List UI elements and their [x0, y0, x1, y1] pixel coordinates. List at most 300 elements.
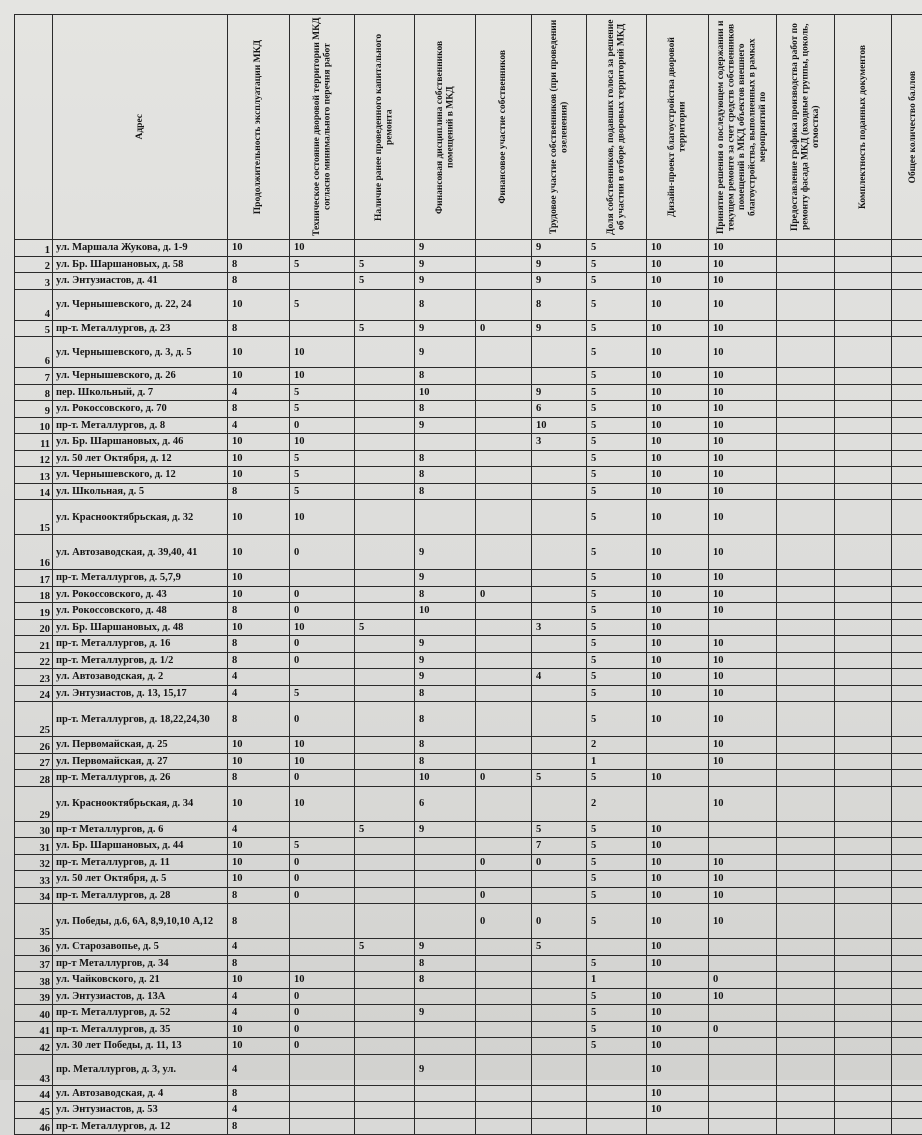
score-cell: 10	[647, 871, 709, 888]
score-cell	[355, 450, 415, 467]
score-cell: 5	[587, 450, 647, 467]
score-cell	[835, 838, 892, 855]
score-cell	[476, 786, 532, 821]
score-cell	[290, 904, 355, 939]
score-cell: 10	[290, 972, 355, 989]
row-number: 10	[15, 417, 53, 434]
score-cell: 1	[587, 972, 647, 989]
score-cell: 10	[647, 417, 709, 434]
score-cell: 10	[415, 603, 476, 620]
score-cell	[476, 955, 532, 972]
score-cell	[476, 570, 532, 587]
score-cell	[835, 570, 892, 587]
score-cell	[892, 972, 922, 989]
table-row	[15, 401, 922, 418]
score-cell	[835, 1085, 892, 1102]
score-cell	[835, 1118, 892, 1135]
score-cell	[835, 821, 892, 838]
table-row	[15, 619, 922, 636]
score-cell	[532, 1005, 587, 1022]
score-cell: 6	[415, 786, 476, 821]
row-number: 2	[15, 256, 53, 273]
score-cell: 5	[290, 483, 355, 500]
score-cell	[532, 337, 587, 368]
score-cell: 5	[587, 1021, 647, 1038]
scoring-table	[14, 14, 922, 1135]
score-cell	[835, 619, 892, 636]
score-cell	[355, 1054, 415, 1085]
score-cell: 10	[647, 467, 709, 484]
score-cell	[355, 972, 415, 989]
column-header	[228, 15, 290, 240]
score-cell	[355, 500, 415, 535]
score-cell	[777, 368, 835, 385]
row-number: 29	[15, 786, 53, 821]
score-cell: 10	[228, 854, 290, 871]
score-cell: 0	[476, 770, 532, 787]
score-cell	[835, 586, 892, 603]
score-cell: 10	[709, 337, 777, 368]
score-cell: 10	[290, 786, 355, 821]
score-cell: 4	[228, 384, 290, 401]
score-cell	[532, 500, 587, 535]
score-cell: 10	[647, 273, 709, 290]
table-row	[15, 988, 922, 1005]
score-cell	[355, 1085, 415, 1102]
row-number: 11	[15, 434, 53, 451]
score-cell: 5	[290, 289, 355, 320]
score-cell: 10	[647, 337, 709, 368]
score-cell: 10	[647, 669, 709, 686]
score-cell	[647, 737, 709, 754]
table-row	[15, 887, 922, 904]
score-cell: 10	[647, 320, 709, 337]
score-cell	[892, 434, 922, 451]
row-number: 27	[15, 753, 53, 770]
score-cell	[892, 939, 922, 956]
address-cell: ул. Бр. Шаршановых, д. 46	[53, 434, 228, 451]
score-cell: 9	[415, 337, 476, 368]
score-cell	[777, 240, 835, 257]
score-cell	[777, 753, 835, 770]
score-cell	[587, 1085, 647, 1102]
score-cell: 9	[415, 256, 476, 273]
row-number: 40	[15, 1005, 53, 1022]
address-cell: ул. 50 лет Октября, д. 5	[53, 871, 228, 888]
score-cell: 10	[709, 417, 777, 434]
score-cell	[532, 652, 587, 669]
score-cell	[777, 570, 835, 587]
score-cell	[777, 289, 835, 320]
score-cell	[892, 320, 922, 337]
score-cell: 10	[647, 685, 709, 702]
score-cell	[415, 838, 476, 855]
score-cell	[355, 289, 415, 320]
address-cell: ул. Рокоссовского, д. 48	[53, 603, 228, 620]
column-header-label: Продолжительность эксплуатации МКД	[253, 40, 264, 214]
column-header	[476, 15, 532, 240]
score-cell	[476, 821, 532, 838]
address-cell: ул. Бр. Шаршановых, д. 48	[53, 619, 228, 636]
score-cell	[777, 467, 835, 484]
column-header	[647, 15, 709, 240]
score-cell	[892, 1118, 922, 1135]
address-cell: ул. Краснооктябрьская, д. 34	[53, 786, 228, 821]
score-cell: 0	[476, 854, 532, 871]
row-number: 37	[15, 955, 53, 972]
score-cell	[709, 1102, 777, 1119]
score-cell	[892, 500, 922, 535]
address-cell: пр-т. Металлургов, д. 1/2	[53, 652, 228, 669]
row-number: 33	[15, 871, 53, 888]
score-cell: 5	[355, 256, 415, 273]
address-cell: ул. Энтузиастов, д. 13А	[53, 988, 228, 1005]
score-cell	[892, 685, 922, 702]
score-cell: 8	[415, 586, 476, 603]
column-header-label: Адрес	[135, 114, 146, 140]
score-cell: 5	[587, 854, 647, 871]
score-cell: 8	[415, 483, 476, 500]
score-cell	[892, 467, 922, 484]
score-cell	[476, 737, 532, 754]
score-cell	[892, 753, 922, 770]
score-cell: 10	[647, 1054, 709, 1085]
score-cell: 8	[228, 1085, 290, 1102]
score-cell: 8	[228, 603, 290, 620]
score-cell	[290, 821, 355, 838]
score-cell	[355, 955, 415, 972]
address-cell: ул. Старозавопье, д. 5	[53, 939, 228, 956]
address-cell: ул. Рокоссовского, д. 70	[53, 401, 228, 418]
score-cell: 10	[228, 586, 290, 603]
score-cell: 10	[290, 434, 355, 451]
score-cell	[892, 1038, 922, 1055]
score-cell	[835, 702, 892, 737]
score-cell	[355, 1021, 415, 1038]
score-cell: 10	[709, 401, 777, 418]
score-cell	[892, 450, 922, 467]
score-cell	[777, 500, 835, 535]
score-cell	[892, 368, 922, 385]
score-cell: 5	[290, 401, 355, 418]
score-cell	[355, 1118, 415, 1135]
score-cell: 10	[647, 570, 709, 587]
table-header-row	[15, 15, 922, 240]
score-cell	[892, 337, 922, 368]
score-cell	[290, 320, 355, 337]
score-cell	[476, 685, 532, 702]
score-cell: 10	[709, 904, 777, 939]
score-cell	[892, 1054, 922, 1085]
table-row	[15, 904, 922, 939]
table-row	[15, 854, 922, 871]
score-cell	[777, 384, 835, 401]
score-cell: 10	[228, 500, 290, 535]
score-cell	[355, 753, 415, 770]
score-cell	[709, 1038, 777, 1055]
score-cell: 10	[647, 702, 709, 737]
row-number: 4	[15, 289, 53, 320]
score-cell: 9	[415, 636, 476, 653]
score-cell: 10	[647, 1038, 709, 1055]
address-cell: ул. Чернышевского, д. 22, 24	[53, 289, 228, 320]
score-cell: 10	[709, 500, 777, 535]
score-cell: 10	[228, 570, 290, 587]
score-cell	[777, 417, 835, 434]
table-row	[15, 1085, 922, 1102]
row-number: 7	[15, 368, 53, 385]
score-cell	[777, 337, 835, 368]
score-cell	[892, 1102, 922, 1119]
score-cell: 10	[290, 753, 355, 770]
score-cell	[835, 887, 892, 904]
score-cell	[777, 887, 835, 904]
row-number: 16	[15, 535, 53, 570]
score-cell: 8	[228, 273, 290, 290]
score-cell: 5	[587, 417, 647, 434]
score-cell	[892, 603, 922, 620]
score-cell: 0	[290, 1021, 355, 1038]
score-cell	[532, 972, 587, 989]
score-cell: 9	[415, 939, 476, 956]
score-cell: 9	[415, 417, 476, 434]
score-cell	[835, 240, 892, 257]
table-row	[15, 570, 922, 587]
score-cell: 8	[228, 256, 290, 273]
score-cell: 4	[228, 685, 290, 702]
row-number: 20	[15, 619, 53, 636]
address-cell: ул. Энтузиастов, д. 41	[53, 273, 228, 290]
score-cell	[709, 955, 777, 972]
score-cell	[476, 434, 532, 451]
score-cell: 4	[228, 821, 290, 838]
column-header-label: Наличие ранее проведенного капитального ремонта	[374, 16, 395, 238]
column-header	[777, 15, 835, 240]
address-cell: ул. Энтузиастов, д. 53	[53, 1102, 228, 1119]
score-cell	[355, 483, 415, 500]
score-cell: 10	[228, 240, 290, 257]
score-cell: 5	[532, 939, 587, 956]
score-cell: 10	[228, 337, 290, 368]
score-cell	[835, 273, 892, 290]
score-cell: 8	[415, 955, 476, 972]
score-cell: 0	[709, 972, 777, 989]
score-cell	[476, 273, 532, 290]
score-cell	[415, 434, 476, 451]
score-cell: 10	[647, 619, 709, 636]
score-cell	[587, 1102, 647, 1119]
score-cell: 4	[532, 669, 587, 686]
score-cell: 8	[415, 737, 476, 754]
score-cell: 4	[228, 988, 290, 1005]
score-cell	[777, 821, 835, 838]
score-cell: 10	[709, 988, 777, 1005]
score-cell	[709, 1118, 777, 1135]
score-cell	[476, 1021, 532, 1038]
address-cell: ул. 50 лет Октября, д. 12	[53, 450, 228, 467]
score-cell	[892, 821, 922, 838]
score-cell: 0	[532, 904, 587, 939]
score-cell: 4	[228, 417, 290, 434]
score-cell	[355, 417, 415, 434]
score-cell	[415, 1085, 476, 1102]
score-cell: 5	[355, 619, 415, 636]
score-cell: 3	[532, 434, 587, 451]
score-cell	[415, 904, 476, 939]
table-row	[15, 240, 922, 257]
score-cell	[355, 603, 415, 620]
score-cell: 10	[709, 320, 777, 337]
column-header	[15, 15, 53, 240]
score-cell: 10	[647, 483, 709, 500]
score-cell	[835, 636, 892, 653]
address-cell: пр-т. Металлургов, д. 28	[53, 887, 228, 904]
score-cell	[835, 256, 892, 273]
score-cell	[835, 368, 892, 385]
score-cell: 5	[587, 685, 647, 702]
score-cell	[892, 854, 922, 871]
table-row	[15, 821, 922, 838]
score-cell: 10	[290, 240, 355, 257]
score-cell	[415, 1021, 476, 1038]
score-cell: 8	[228, 904, 290, 939]
score-cell	[532, 1054, 587, 1085]
score-cell: 10	[290, 337, 355, 368]
score-cell	[532, 1085, 587, 1102]
score-cell: 5	[587, 535, 647, 570]
score-cell: 10	[709, 669, 777, 686]
row-number: 45	[15, 1102, 53, 1119]
score-cell	[587, 939, 647, 956]
table-row	[15, 500, 922, 535]
score-cell	[835, 535, 892, 570]
score-cell: 8	[415, 972, 476, 989]
score-cell	[835, 450, 892, 467]
score-cell: 10	[228, 450, 290, 467]
table-row	[15, 770, 922, 787]
score-cell: 10	[647, 854, 709, 871]
score-cell	[532, 450, 587, 467]
score-cell	[835, 603, 892, 620]
score-cell	[476, 500, 532, 535]
score-cell	[532, 1038, 587, 1055]
score-cell: 8	[228, 636, 290, 653]
score-cell	[892, 1021, 922, 1038]
column-header-label: Финансовое участие собственников	[498, 50, 509, 204]
score-cell: 7	[532, 838, 587, 855]
column-header-label: Общее количество баллов	[908, 71, 919, 183]
score-cell: 0	[290, 770, 355, 787]
score-cell	[532, 1118, 587, 1135]
score-cell	[355, 401, 415, 418]
score-cell	[355, 786, 415, 821]
score-cell	[355, 570, 415, 587]
score-cell: 10	[647, 838, 709, 855]
score-cell	[532, 535, 587, 570]
score-cell: 9	[532, 384, 587, 401]
score-cell: 10	[647, 401, 709, 418]
score-cell: 5	[587, 636, 647, 653]
table-row	[15, 273, 922, 290]
row-number: 21	[15, 636, 53, 653]
score-cell: 10	[709, 702, 777, 737]
score-cell	[476, 467, 532, 484]
score-cell	[777, 320, 835, 337]
score-cell	[835, 320, 892, 337]
score-cell: 8	[415, 450, 476, 467]
score-cell	[892, 904, 922, 939]
score-cell	[892, 384, 922, 401]
table-row	[15, 320, 922, 337]
score-cell: 0	[290, 702, 355, 737]
score-cell: 5	[587, 273, 647, 290]
score-cell: 10	[709, 570, 777, 587]
score-cell	[892, 636, 922, 653]
score-cell	[709, 1005, 777, 1022]
score-cell	[835, 483, 892, 500]
score-cell	[476, 753, 532, 770]
score-cell: 0	[476, 586, 532, 603]
score-cell: 2	[587, 786, 647, 821]
score-cell: 9	[415, 652, 476, 669]
row-number: 41	[15, 1021, 53, 1038]
score-cell: 10	[709, 384, 777, 401]
score-cell: 10	[647, 1102, 709, 1119]
row-number: 15	[15, 500, 53, 535]
score-cell: 8	[532, 289, 587, 320]
score-cell	[355, 1038, 415, 1055]
score-cell	[777, 972, 835, 989]
score-cell: 10	[228, 1038, 290, 1055]
score-cell: 5	[587, 669, 647, 686]
score-cell	[476, 401, 532, 418]
row-number: 39	[15, 988, 53, 1005]
score-cell: 5	[587, 838, 647, 855]
score-cell: 10	[647, 450, 709, 467]
score-cell: 5	[587, 500, 647, 535]
score-cell	[777, 652, 835, 669]
score-cell: 10	[709, 450, 777, 467]
score-cell: 10	[290, 619, 355, 636]
score-cell: 10	[647, 434, 709, 451]
score-cell	[777, 904, 835, 939]
score-cell: 10	[709, 289, 777, 320]
score-cell: 10	[647, 500, 709, 535]
column-header	[587, 15, 647, 240]
score-cell: 10	[228, 871, 290, 888]
score-cell: 5	[587, 619, 647, 636]
score-cell	[532, 636, 587, 653]
row-number: 38	[15, 972, 53, 989]
score-cell	[892, 737, 922, 754]
score-cell	[290, 570, 355, 587]
table-row	[15, 535, 922, 570]
score-cell	[532, 586, 587, 603]
score-cell	[355, 586, 415, 603]
score-cell: 10	[228, 737, 290, 754]
row-number: 36	[15, 939, 53, 956]
row-number: 30	[15, 821, 53, 838]
score-cell	[355, 535, 415, 570]
score-cell	[777, 1054, 835, 1085]
score-cell: 5	[587, 467, 647, 484]
score-cell	[835, 289, 892, 320]
score-cell	[835, 786, 892, 821]
score-cell	[476, 483, 532, 500]
score-cell: 5	[587, 1038, 647, 1055]
score-cell	[835, 1038, 892, 1055]
score-cell	[532, 887, 587, 904]
